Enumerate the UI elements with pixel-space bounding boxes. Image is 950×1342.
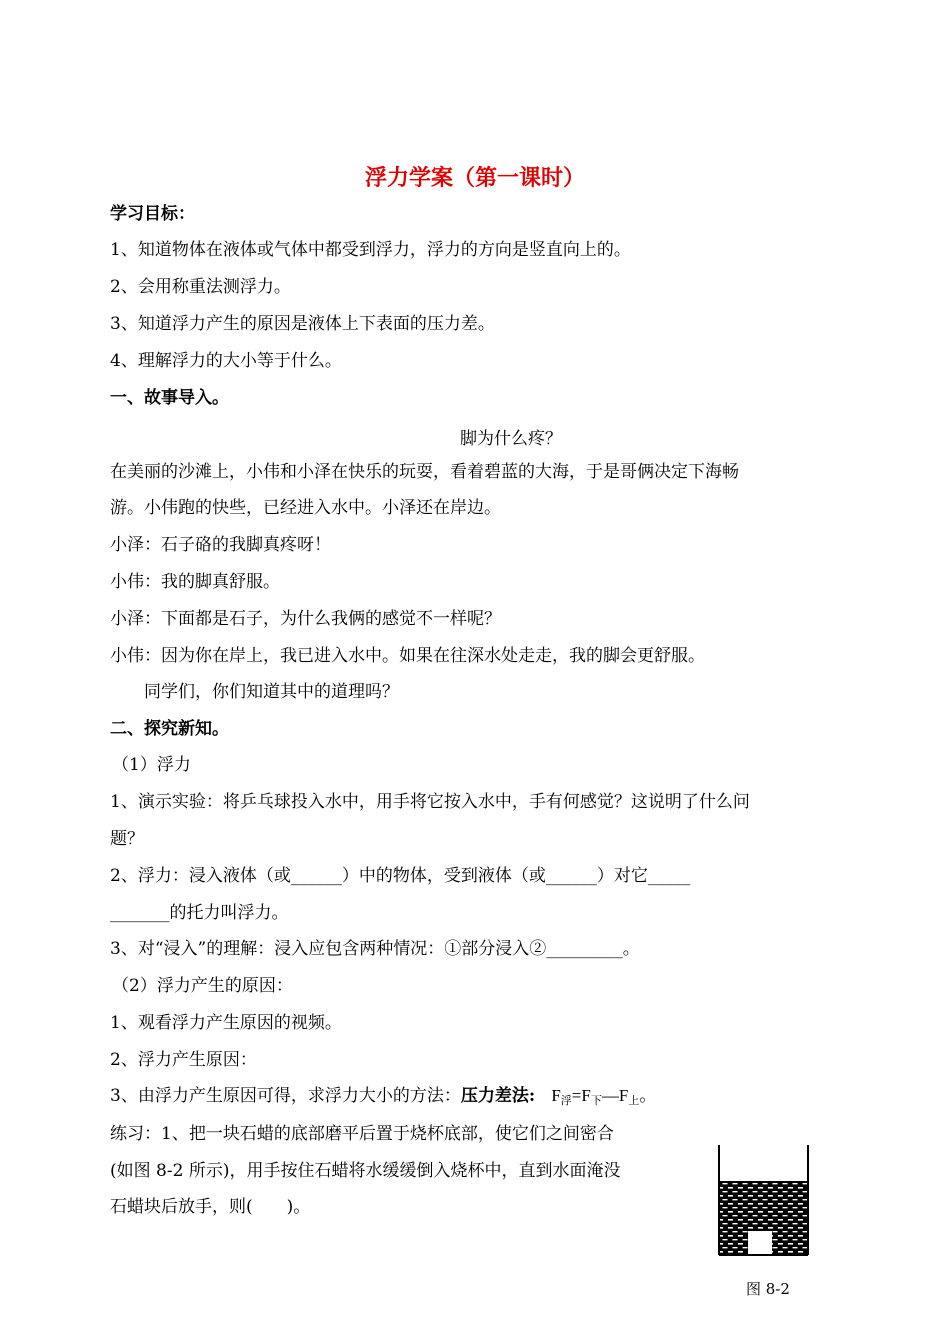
method-name: 压力差法: [460, 1086, 536, 1106]
objectives-heading: 学习目标： [110, 204, 195, 224]
objective-item: 2、会用称重法测浮力。 [110, 277, 291, 297]
story-line: 游。小伟跑的快些，已经进入水中。小泽还在岸边。 [110, 498, 501, 518]
exercise-line: (如图 8-2 所示)，用手按住石蜡将水缓缓倒入烧杯中，直到水面淹没 [110, 1161, 621, 1181]
wax-block [748, 1231, 772, 1254]
story-line: 小泽：下面都是石子，为什么我俩的感觉不一样呢？ [110, 609, 501, 629]
section2-heading: 二、探究新知。 [110, 719, 229, 739]
exercise-line: 石蜡块后放手，则( )。 [110, 1197, 311, 1217]
part1-line: _______的托力叫浮力。 [110, 903, 289, 923]
page-title: 浮力学案（第一课时） [364, 165, 585, 191]
method-line [110, 1085, 656, 1112]
section1-heading: 一、故事导入。 [110, 388, 229, 408]
objective-item: 1、知道物体在液体或气体中都受到浮力，浮力的方向是竖直向上的。 [110, 240, 631, 260]
story-line: 小伟：我的脚真舒服。 [110, 572, 280, 592]
figure-caption: 图 8-2 [746, 1280, 790, 1298]
part1-line: 2、浮力：浸入液体（或______）中的物体，受到液体（或______）对它_____ [110, 866, 691, 886]
story-question: 同学们，你们知道其中的道理吗？ [144, 682, 399, 702]
objective-item: 4、理解浮力的大小等于什么。 [110, 351, 342, 371]
story-line: 小泽：石子硌的我脚真疼呀！ [110, 535, 331, 555]
method-prefix: 3、由浮力产生原因可得，求浮力大小的方法： [110, 1086, 461, 1106]
objective-item: 3、知道浮力产生的原因是液体上下表面的压力差。 [110, 314, 495, 334]
beaker-figure [716, 1145, 811, 1257]
part1-heading: （1）浮力 [112, 755, 191, 775]
part1-line: 题？ [110, 829, 144, 849]
part1-line: 3、对“浸入”的理解：浸入应包含两种情况：①部分浸入②_________。 [110, 939, 640, 959]
story-line: 在美丽的沙滩上，小伟和小泽在快乐的玩耍，看着碧蓝的大海，于是哥俩决定下海畅 [110, 462, 739, 482]
exercise-line: 练习：1、把一块石蜡的底部磨平后置于烧杯底部，使它们之间密合 [110, 1124, 614, 1144]
part1-line: 1、演示实验：将乒乓球投入水中，用手将它按入水中，手有何感觉？这说明了什么问 [110, 792, 750, 812]
story-line: 小伟：因为你在岸上，我已进入水中。如果在往深水处走走，我的脚会更舒服。 [110, 646, 705, 666]
part2-line: 1、观看浮力产生原因的视频。 [110, 1013, 342, 1033]
story-title: 脚为什么疼？ [460, 429, 562, 449]
part2-line: 2、浮力产生原因： [110, 1050, 257, 1070]
buoyancy-formula: $F_浮=F_下—F_上$。 [551, 1086, 657, 1107]
part2-heading: （2）浮力产生的原因： [112, 976, 293, 996]
